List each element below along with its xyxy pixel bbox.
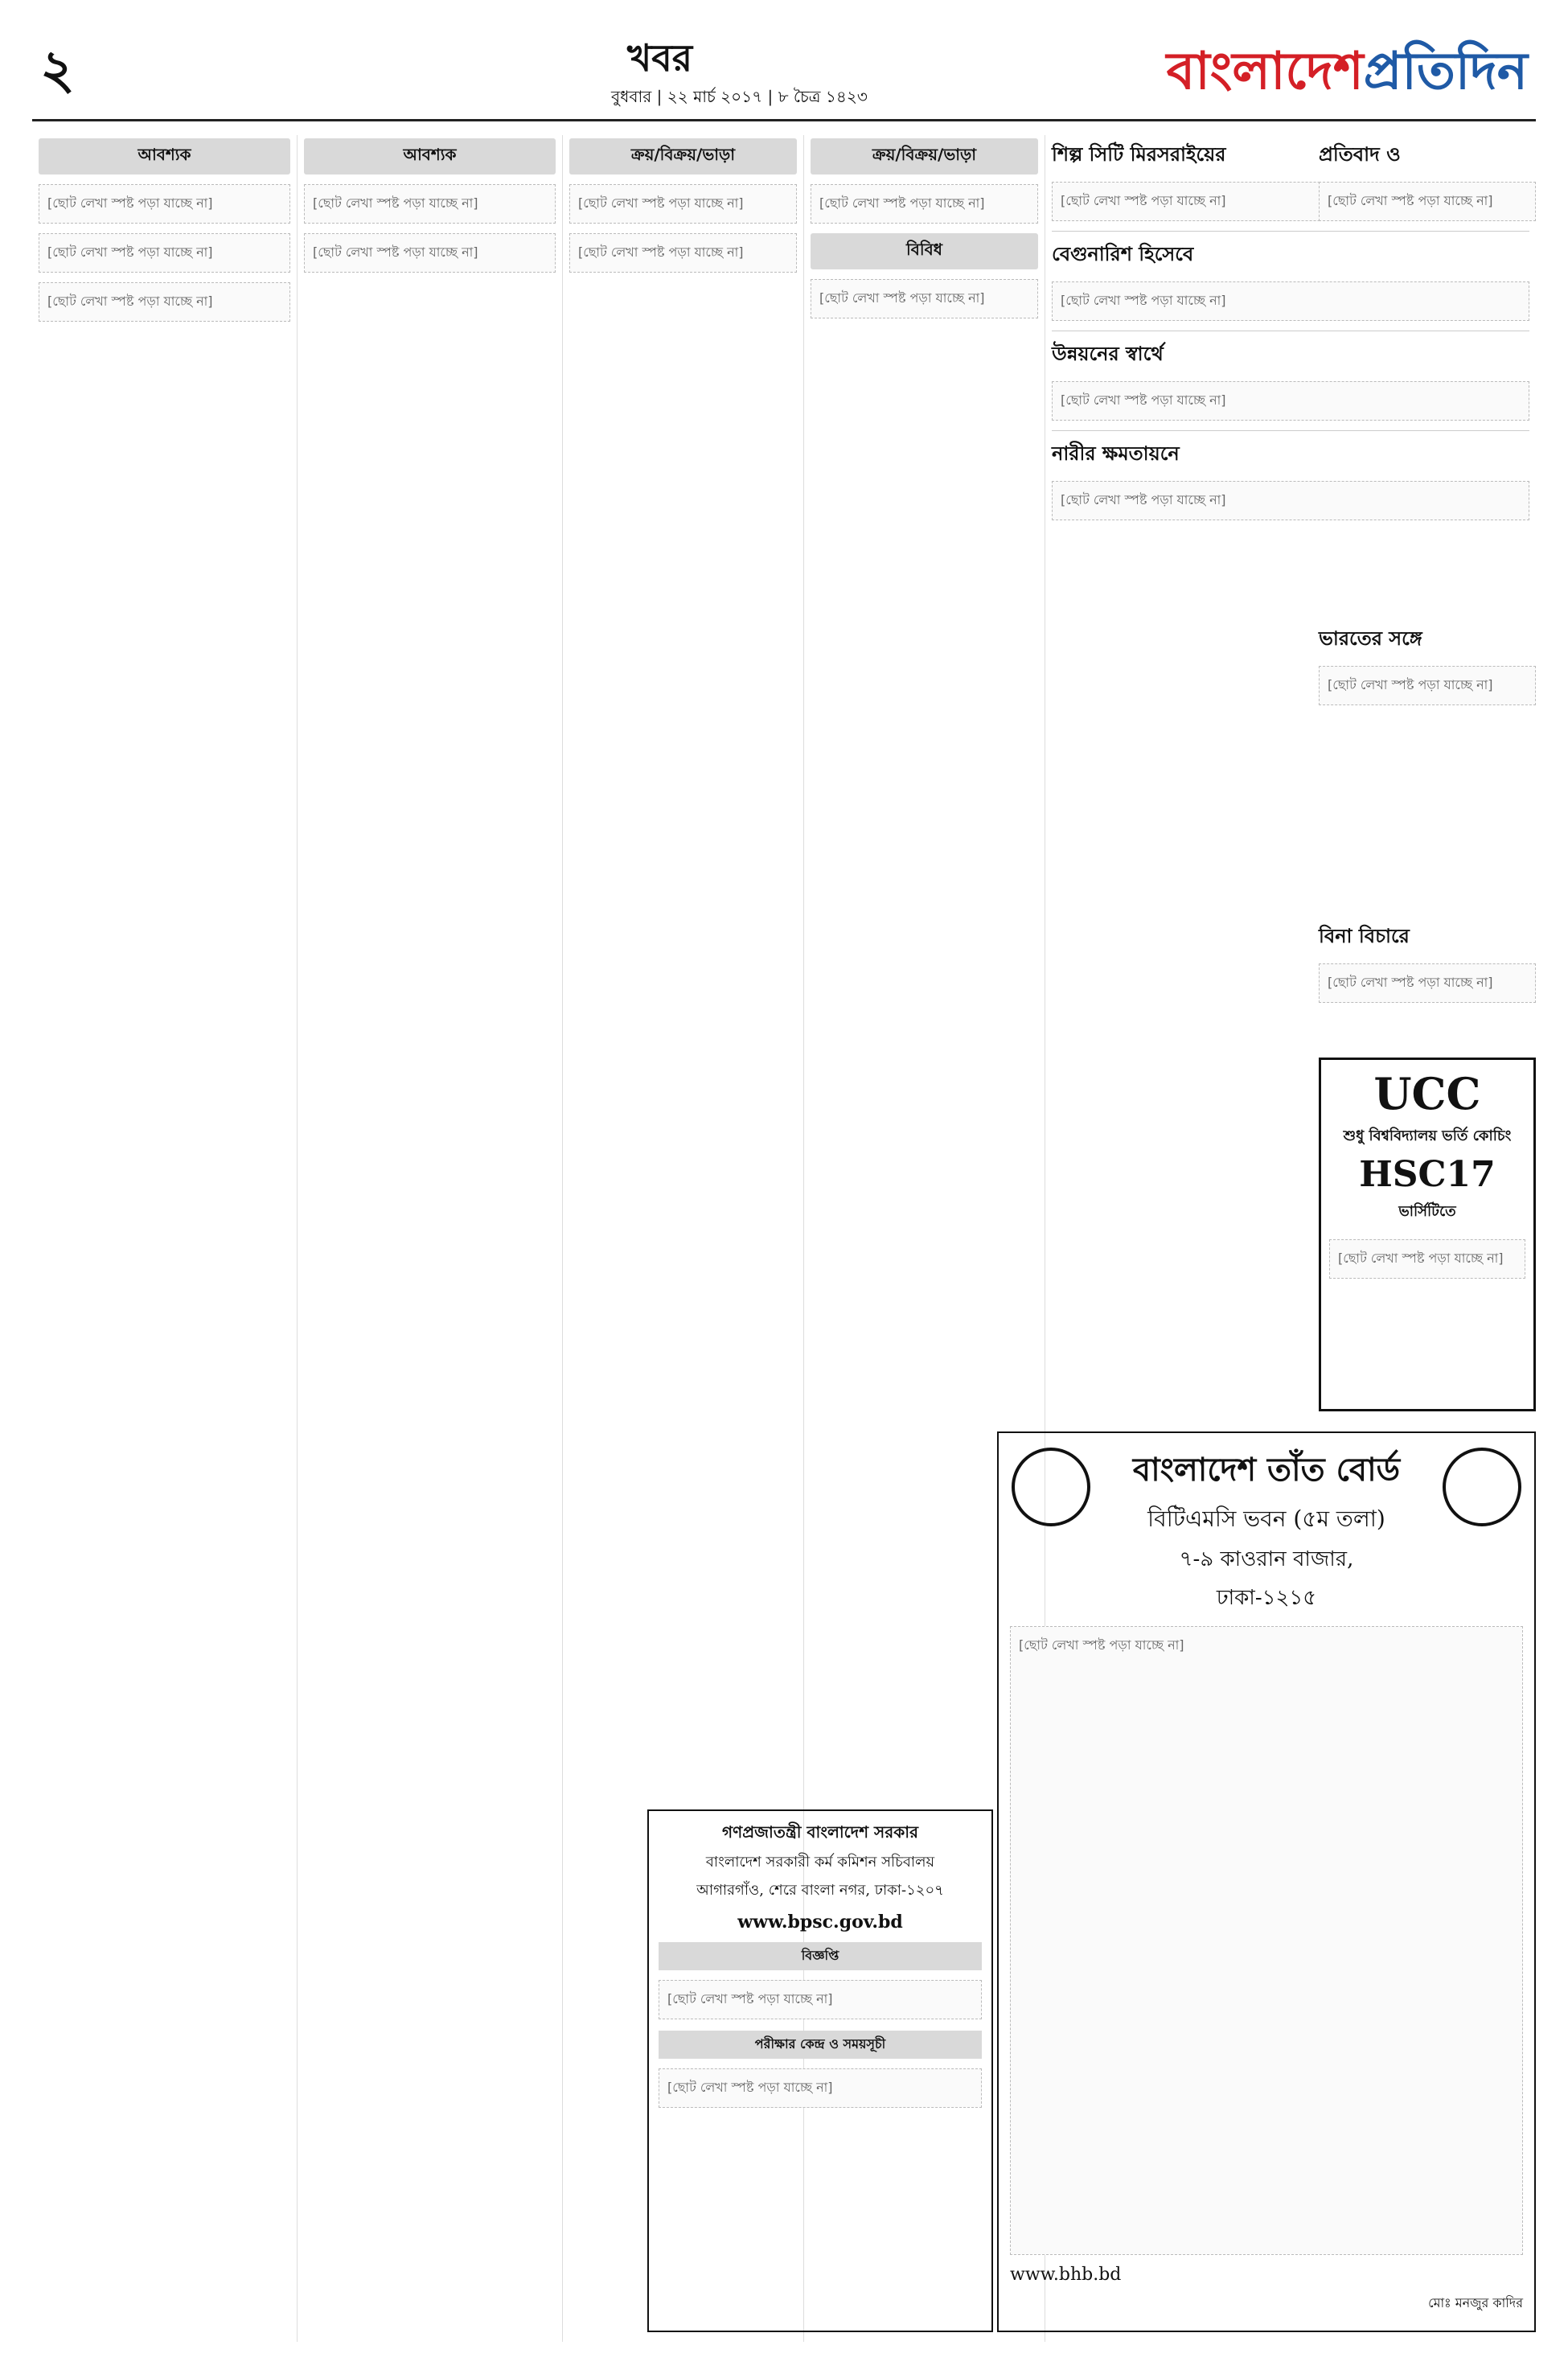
taant-board-notice <box>997 1431 1536 2332</box>
taant-board-table: [ছোট লেখা স্পষ্ট পড়া যাচ্ছে না] <box>1010 1626 1523 2255</box>
ucc-line2: ভার্সিটিতে <box>1398 1203 1456 1220</box>
divider <box>1052 231 1529 232</box>
story-body: [ছোট লেখা স্পষ্ট পড়া যাচ্ছে না] <box>1319 666 1536 705</box>
story-body: [ছোট লেখা স্পষ্ট পড়া যাচ্ছে না] <box>1052 381 1529 421</box>
story-bina-bichare <box>1319 917 1536 1012</box>
classified-block: [ছোট লেখা স্পষ্ট পড়া যাচ্ছে না] <box>569 184 797 224</box>
bpsc-notice <box>647 1809 993 2332</box>
story-body: [ছোট লেখা স্পষ্ট পড়া যাচ্ছে না] <box>1052 281 1529 321</box>
bpsc-label2: পরীক্ষার কেন্দ্র ও সময়সূচী <box>659 2031 982 2059</box>
story-protibad <box>1319 135 1536 231</box>
story-title-nari: নারীর ক্ষমতায়নে <box>1052 442 1180 465</box>
ucc-ad <box>1319 1058 1536 1411</box>
taant-board-signatory: মোঃ মনজুর কাদির <box>1428 2295 1523 2310</box>
bpsc-label: বিজ্ঞপ্তি <box>659 1942 982 1970</box>
classified-block: [ছোট লেখা স্পষ্ট পড়া যাচ্ছে না] <box>569 233 797 273</box>
ucc-line1: শুধু বিশ্ববিদ্যালয় ভর্তি কোচিং <box>1343 1127 1512 1144</box>
bpsc-website: www.bpsc.gov.bd <box>737 1912 903 1932</box>
story-bharat <box>1319 619 1536 715</box>
ucc-title: UCC <box>1373 1068 1481 1119</box>
section-title: খবর <box>627 36 693 80</box>
column-avashyak <box>32 135 298 2342</box>
classified-block: [ছোট লেখা স্পষ্ট পড়া যাচ্ছে না] <box>304 184 556 224</box>
story-title-shilpa-city: শিল্প সিটি মিরসরাইয়ের <box>1052 142 1226 166</box>
page-number: ২ <box>40 38 75 101</box>
dateline: বুধবার | ২২ মার্চ ২০১৭ | ৮ চৈত্র ১৪২৩ <box>611 87 868 106</box>
classified-block: [ছোট লেখা স্পষ্ট পড়া যাচ্ছে না] <box>811 184 1038 224</box>
classified-block: [ছোট লেখা স্পষ্ট পড়া যাচ্ছে না] <box>39 233 290 273</box>
seal-left-icon <box>1012 1448 1090 1526</box>
bpsc-gov: গণপ্রজাতন্ত্রী বাংলাদেশ সরকার <box>722 1822 918 1842</box>
classified-block: [ছোট লেখা স্পষ্ট পড়া যাচ্ছে না] <box>39 282 290 322</box>
taant-board-building: বিটিএমসি ভবন (৫ম তলা) <box>1147 1505 1385 1532</box>
story-body: [ছোট লেখা স্পষ্ট পড়া যাচ্ছে না] <box>1319 963 1536 1003</box>
story-title-bina-bichare: বিনা বিচারে <box>1319 924 1410 947</box>
bpsc-address: আগারগাঁও, শেরে বাংলা নগর, ঢাকা-১২০৭ <box>696 1882 944 1899</box>
bpsc-table: [ছোট লেখা স্পষ্ট পড়া যাচ্ছে না] <box>659 2068 982 2108</box>
story-body: [ছোট লেখা স্পষ্ট পড়া যাচ্ছে না] <box>1319 182 1536 221</box>
bpsc-body: [ছোট লেখা স্পষ্ট পড়া যাচ্ছে না] <box>659 1980 982 2019</box>
column-header-avashyak: আবশ্যক <box>39 138 290 175</box>
taant-board-website: www.bhb.bd <box>1010 2265 1122 2285</box>
bpsc-title: বাংলাদেশ সরকারী কর্ম কমিশন সচিবালয় <box>705 1854 935 1871</box>
column-header-kroy-bikroy-2: ক্রয়/বিক্রয়/ভাড়া <box>811 138 1038 175</box>
classified-block: [ছোট লেখা স্পষ্ট পড়া যাচ্ছে না] <box>39 184 290 224</box>
brand-logo <box>1167 32 1528 118</box>
story-title-bonsayis: বেগুনারিশ হিসেবে <box>1052 242 1194 265</box>
story-body: [ছোট লেখা স্পষ্ট পড়া যাচ্ছে না] <box>1052 481 1529 520</box>
divider <box>1052 430 1529 431</box>
story-body: [ছোট লেখা স্পষ্ট পড়া যাচ্ছে না] <box>1052 182 1529 221</box>
classified-block: [ছোট লেখা স্পষ্ট পড়া যাচ্ছে না] <box>811 279 1038 318</box>
column-header-avashyak-2: আবশ্যক <box>304 138 556 175</box>
taant-board-title: বাংলাদেশ তাঁত বোর্ড <box>1132 1451 1401 1489</box>
brand-logo-part2: প্রতিদিন <box>1363 41 1528 101</box>
seal-right-icon <box>1443 1448 1521 1526</box>
column-header-kroy-bikroy-1: ক্রয়/বিক্রয়/ভাড়া <box>569 138 797 175</box>
brand-logo-part1: বাংলাদেশ <box>1166 41 1364 101</box>
ucc-details: [ছোট লেখা স্পষ্ট পড়া যাচ্ছে না] <box>1329 1239 1525 1279</box>
masthead <box>32 23 1536 121</box>
ucc-hsc: HSC17 <box>1359 1154 1496 1195</box>
story-title-unnoyon: উন্নয়নের স্বার্থে <box>1052 342 1164 365</box>
column-header-bibidh: বিবিধ <box>811 233 1038 269</box>
taant-board-city: ঢাকা-১২১৫ <box>1216 1586 1317 1610</box>
story-title-bharat: ভারতের সঙ্গে <box>1319 626 1422 650</box>
column-avashyak-2 <box>298 135 563 2342</box>
story-title-protibad: প্রতিবাদ ও <box>1319 142 1401 166</box>
taant-board-address: ৭-৯ কাওরান বাজার, <box>1179 1547 1354 1571</box>
classified-block: [ছোট লেখা স্পষ্ট পড়া যাচ্ছে না] <box>304 233 556 273</box>
